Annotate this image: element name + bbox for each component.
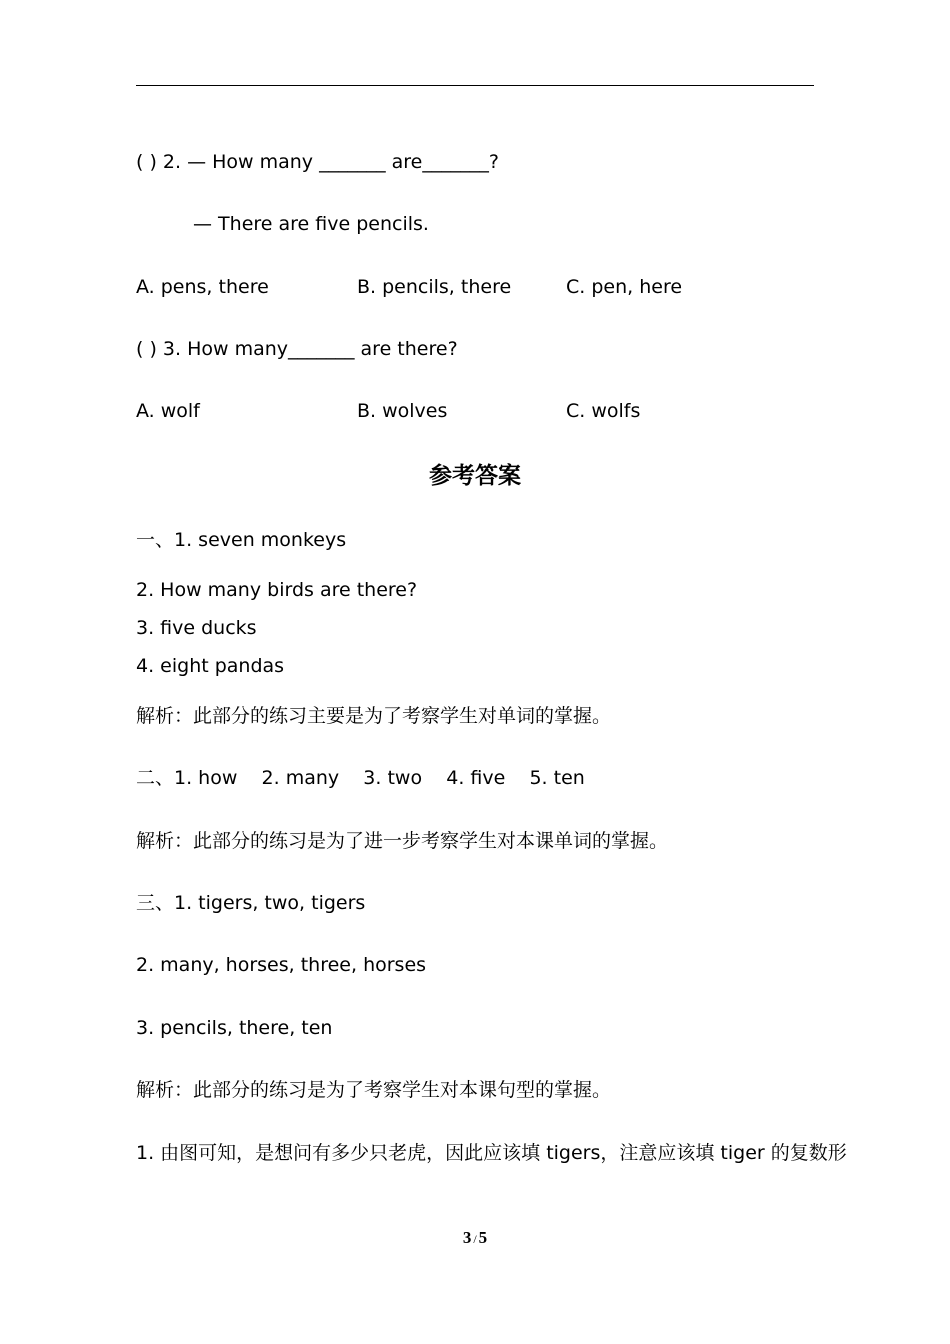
answer-line: 2. many, horses, three, horses	[136, 954, 427, 976]
question-2-option-c: C. pen, here	[566, 276, 683, 298]
question-3-option-c: C. wolfs	[566, 400, 641, 422]
analysis-line: 解析：此部分的练习是为了考察学生对本课句型的掌握。	[136, 1079, 612, 1101]
current-page: 3	[462, 1228, 472, 1247]
question-2-option-b: B. pencils, there	[357, 276, 512, 298]
explanation-line: 1. 由图可知，是想问有多少只老虎，因此应该填 tigers，注意应该填 tiger 的复数形	[136, 1142, 847, 1164]
answer-line: 一、1. seven monkeys	[136, 529, 347, 551]
answer-line: 三、1. tigers, two, tigers	[136, 892, 366, 914]
question-3-option-a: A. wolf	[136, 400, 200, 422]
answer-line: 2. How many birds are there?	[136, 579, 418, 601]
question-2-option-a: A. pens, there	[136, 276, 269, 298]
question-3-option-b: B. wolves	[357, 400, 448, 422]
page-number	[0, 1228, 950, 1249]
page-separator: /	[473, 1232, 477, 1246]
analysis-line: 解析：此部分的练习主要是为了考察学生对单词的掌握。	[136, 705, 612, 727]
question-2-response: — There are five pencils.	[193, 213, 429, 235]
analysis-line: 解析：此部分的练习是为了进一步考察学生对本课单词的掌握。	[136, 830, 669, 852]
header-rule	[136, 85, 814, 86]
answer-key-title: 参考答案	[429, 463, 521, 489]
question-3-stem: ( ) 3. How many_______ are there?	[136, 338, 458, 360]
answer-line: 4. eight pandas	[136, 655, 285, 677]
answer-line: 二、1. how 2. many 3. two 4. five 5. ten	[136, 767, 585, 789]
answer-line: 3. five ducks	[136, 617, 257, 639]
question-2-stem: ( ) 2. — How many _______ are_______?	[136, 151, 499, 173]
total-pages: 5	[478, 1228, 488, 1247]
answer-line: 3. pencils, there, ten	[136, 1017, 333, 1039]
